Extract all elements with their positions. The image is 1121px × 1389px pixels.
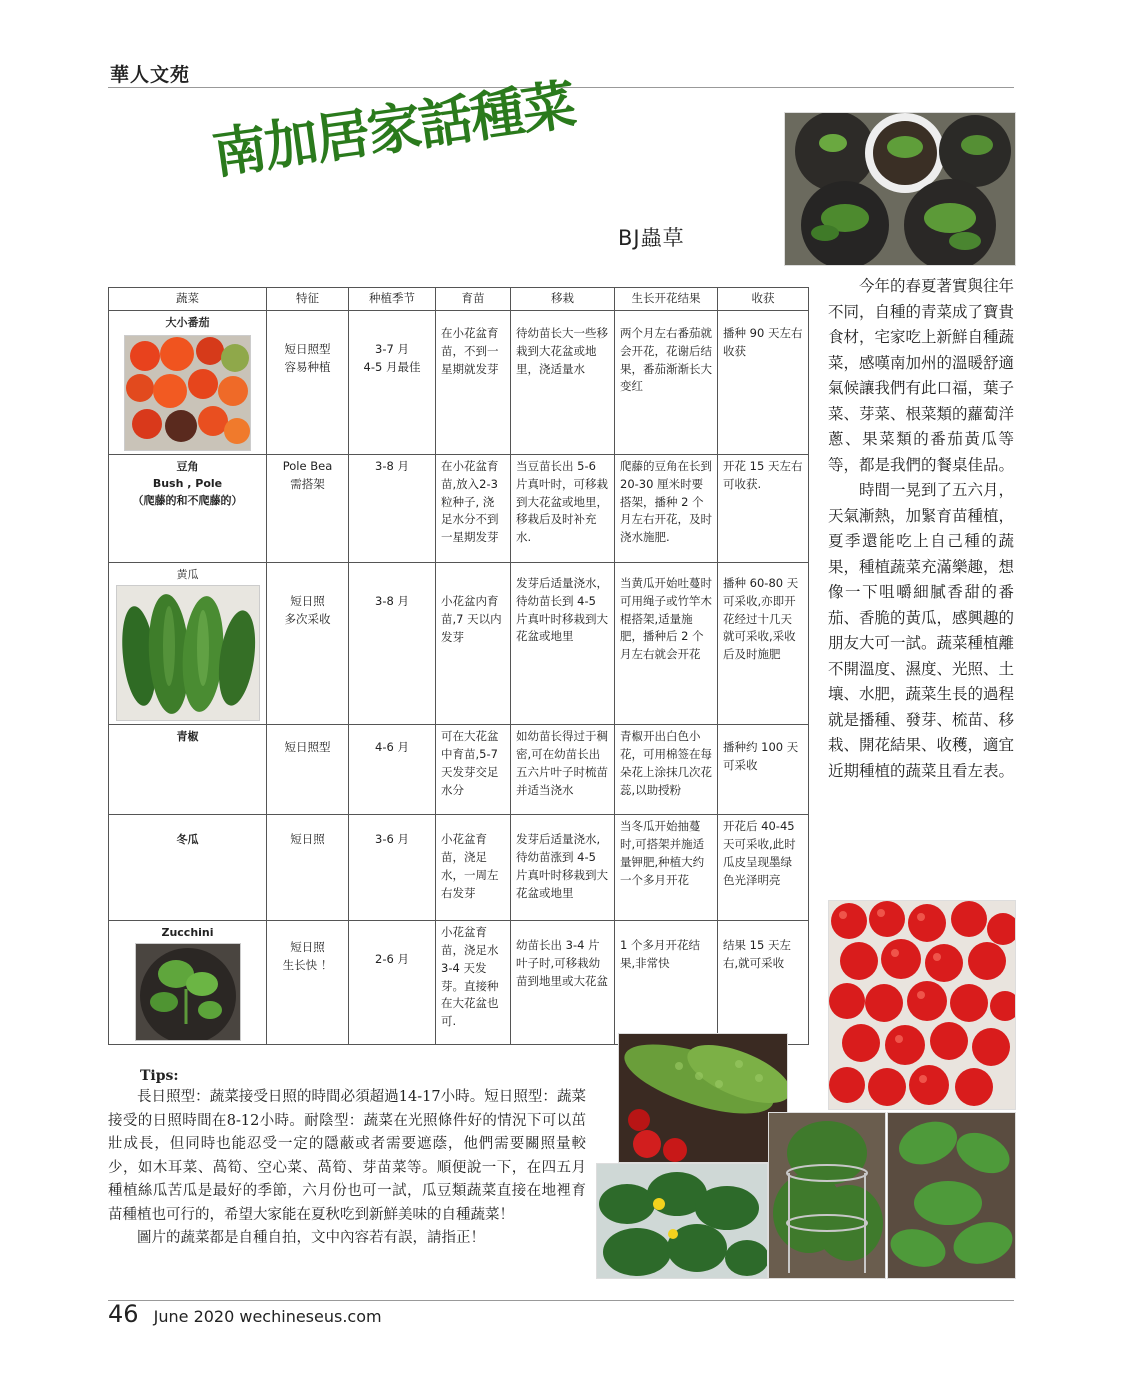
header-harvest: 收获	[718, 288, 809, 311]
body-paragraph: 時間一晃到了五六月，天氣漸熱，加緊育苗種植，夏季還能吃上自己種的蔬果，種植蔬菜充滿樂趣，想像一下咀嚼細膩香甜的番茄、香脆的黃瓜，感興趣的朋友大可一試。蔬菜種植離不開溫度、濕度、光照、土壤、水肥，蔬菜生長的過程就是播種、發芽、梳苗、移栽、開花結果、收穫，適宜近期種植的蔬菜且看左表。	[828, 481, 1015, 780]
vegetable-name: Zucchini	[161, 926, 214, 940]
growth-cell: 爬藤的豆角在长到 20-30 厘米时要搭架，播种 2 个月左右开花，及时浇水施肥.	[615, 455, 718, 563]
table-header-row	[109, 288, 809, 311]
zucchini-photo	[135, 943, 241, 1041]
growth-cell: 青椒开出白色小花，可用棉签在每朵花上涂抹几次花蕊,以助授粉	[615, 725, 718, 815]
vegetable-cell	[109, 725, 267, 815]
article-title: 南加居家話種菜	[208, 72, 579, 187]
harvest-cell: 开花后 40-45 天可采收,此时瓜皮呈现墨绿色光泽明亮	[718, 815, 809, 921]
vegetable-cell	[109, 815, 267, 921]
footer-info: June 2020 wechineseus.com	[153, 1307, 382, 1326]
season-cell: 3-8 月	[349, 455, 436, 563]
seedling-cell: 在小花盆育苗，不到一星期就发芽	[436, 311, 511, 455]
author-byline: BJ蟲草	[618, 226, 685, 250]
header-season: 种植季节	[349, 288, 436, 311]
article-body	[828, 274, 1014, 784]
seedling-cell: 小花盆育苗，浇足水，一周左右发芽	[436, 815, 511, 921]
page-footer	[108, 1300, 382, 1328]
leafy-green-photo	[887, 1112, 1016, 1279]
growth-cell: 两个月左右番茄就会开花，花谢后结果，番茄渐渐长大变红	[615, 311, 718, 455]
feature-cell: Pole Bea 需搭架	[267, 455, 349, 563]
vegetable-table	[108, 287, 809, 1045]
table-row	[109, 921, 809, 1045]
tomato-photo	[124, 335, 251, 451]
transplant-cell: 待幼苗长大一些移栽到大花盆或地里，浇适量水	[511, 311, 615, 455]
transplant-cell: 幼苗长出 3-4 片叶子时,可移栽幼苗到地里或大花盆	[511, 921, 615, 1045]
vegetable-cell	[109, 455, 267, 563]
body-paragraph: 今年的春夏著實與往年不同，自種的青菜成了寶貴食材，宅家吃上新鮮自種蔬菜，感嘆南加州的溫暖舒適氣候讓我們有此口福，葉子菜、芽菜、根菜類的蘿蔔洋蔥、果菜類的番茄黃瓜等等，都是我們的餐桌佳品。	[828, 277, 1015, 474]
feature-cell: 短日照型 容易种植	[267, 311, 349, 455]
feature-cell: 短日照 生长快 ！	[267, 921, 349, 1045]
section-title: 華人文苑	[110, 64, 191, 86]
seedling-cell: 在小花盆育苗,放入2-3 粒种子, 浇足水分不到一星期发芽	[436, 455, 511, 563]
harvest-cell: 播种 60-80 天可采收,亦即开花经过十几天就可采收,采收后及时施肥	[718, 563, 809, 725]
season-cell: 3-7 月 4-5 月最佳	[349, 311, 436, 455]
harvest-cell: 结果 15 天左右,就可采收	[718, 921, 809, 1045]
transplant-cell: 发芽后适量浇水, 待幼苗涨到 4-5 片真叶时移栽到大花盆或地里	[511, 815, 615, 921]
feature-cell: 短日照 多次采收	[267, 563, 349, 725]
growth-cell: 当黄瓜开始吐蔓时可用绳子或竹竿木棍搭架,适量施肥，播种后 2 个月左右就会开花	[615, 563, 718, 725]
bitter-melon-photo	[618, 1033, 788, 1163]
season-cell: 3-6 月	[349, 815, 436, 921]
table-row	[109, 455, 809, 563]
harvest-cell: 开花 15 天左右可收获.	[718, 455, 809, 563]
harvest-cell: 播种 90 天左右收获	[718, 311, 809, 455]
tips-body	[108, 1086, 586, 1251]
header-growth: 生长开花结果	[615, 288, 718, 311]
seedling-cell: 小花盆育苗，浇足水 3-4 天发芽。直接种在大花盆也可.	[436, 921, 511, 1045]
cherry-tomato-photo	[828, 900, 1016, 1110]
vegetable-name: 大小番茄	[165, 316, 210, 329]
table-row	[109, 815, 809, 921]
transplant-cell: 当豆苗长出 5-6 片真叶时，可移栽到大花盆或地里，移栽后及时补充水.	[511, 455, 615, 563]
header-feature: 特征	[267, 288, 349, 311]
vegetable-name: 青椒	[176, 730, 199, 744]
page-number: 46	[108, 1300, 139, 1328]
season-cell: 4-6 月	[349, 725, 436, 815]
season-cell: 2-6 月	[349, 921, 436, 1045]
vegetable-cell	[109, 563, 267, 725]
growth-cell: 当冬瓜开始抽蔓时,可搭架并施适量钾肥,种植大约一个多月开花	[615, 815, 718, 921]
vegetable-name: 冬瓜	[176, 833, 199, 847]
vegetable-cell	[109, 921, 267, 1045]
transplant-cell: 如幼苗长得过于稠密,可在幼苗长出五六片叶子时梳苗并适当浇水	[511, 725, 615, 815]
vegetable-cell	[109, 311, 267, 455]
vegetable-name: 黄瓜	[176, 568, 199, 582]
growth-cell: 1 个多月开花结果,非常快	[615, 921, 718, 1045]
header-vegetable: 蔬菜	[109, 288, 267, 311]
header-seedling: 育苗	[436, 288, 511, 311]
table-row	[109, 563, 809, 725]
harvest-cell: 播种约 100 天可采收	[718, 725, 809, 815]
seedling-photo	[784, 112, 1016, 266]
tomato-plant-photo	[768, 1112, 886, 1279]
table-row	[109, 311, 809, 455]
feature-cell: 短日照	[267, 815, 349, 921]
feature-cell: 短日照型	[267, 725, 349, 815]
vegetable-name: 豆角 Bush , Pole （爬藤的和不爬藤的）	[132, 460, 243, 508]
seedling-cell: 可在大花盆中育苗,5-7 天发芽交足水分	[436, 725, 511, 815]
tips-paragraph: 長日照型：蔬菜接受日照的時間必須超過14-17小時。短日照型：蔬菜接受的日照時間在8-12小時。耐陰型：蔬菜在光照條件好的情況下可以茁壯成長，但同時也能忍受一定的隱蔽或者需要遮蔭，他們需要關照量較少，如木耳菜、萵筍、空心菜、萵筍、芽苗菜等。順便說一下，在四五月種植絲瓜苦瓜是最好的季節，六月份也可一試，瓜豆類蔬菜直接在地裡育苗種植也可行的，希望大家能在夏秋吃到新鮮美味的自種蔬菜！	[108, 1089, 586, 1223]
tips-title: Tips:	[140, 1068, 179, 1084]
header-transplant: 移栽	[511, 288, 615, 311]
table-row	[109, 725, 809, 815]
seedling-cell: 小花盆内育苗,7 天以内发芽	[436, 563, 511, 725]
season-cell: 3-8 月	[349, 563, 436, 725]
cucumber-photo	[116, 585, 260, 721]
transplant-cell: 发芽后适量浇水，待幼苗长到 4-5 片真叶时移栽到大花盆或地里	[511, 563, 615, 725]
cucumber-vine-photo	[596, 1163, 768, 1279]
tips-paragraph: 圖片的蔬菜都是自種自拍，文中內容若有誤，請指正！	[137, 1230, 485, 1246]
